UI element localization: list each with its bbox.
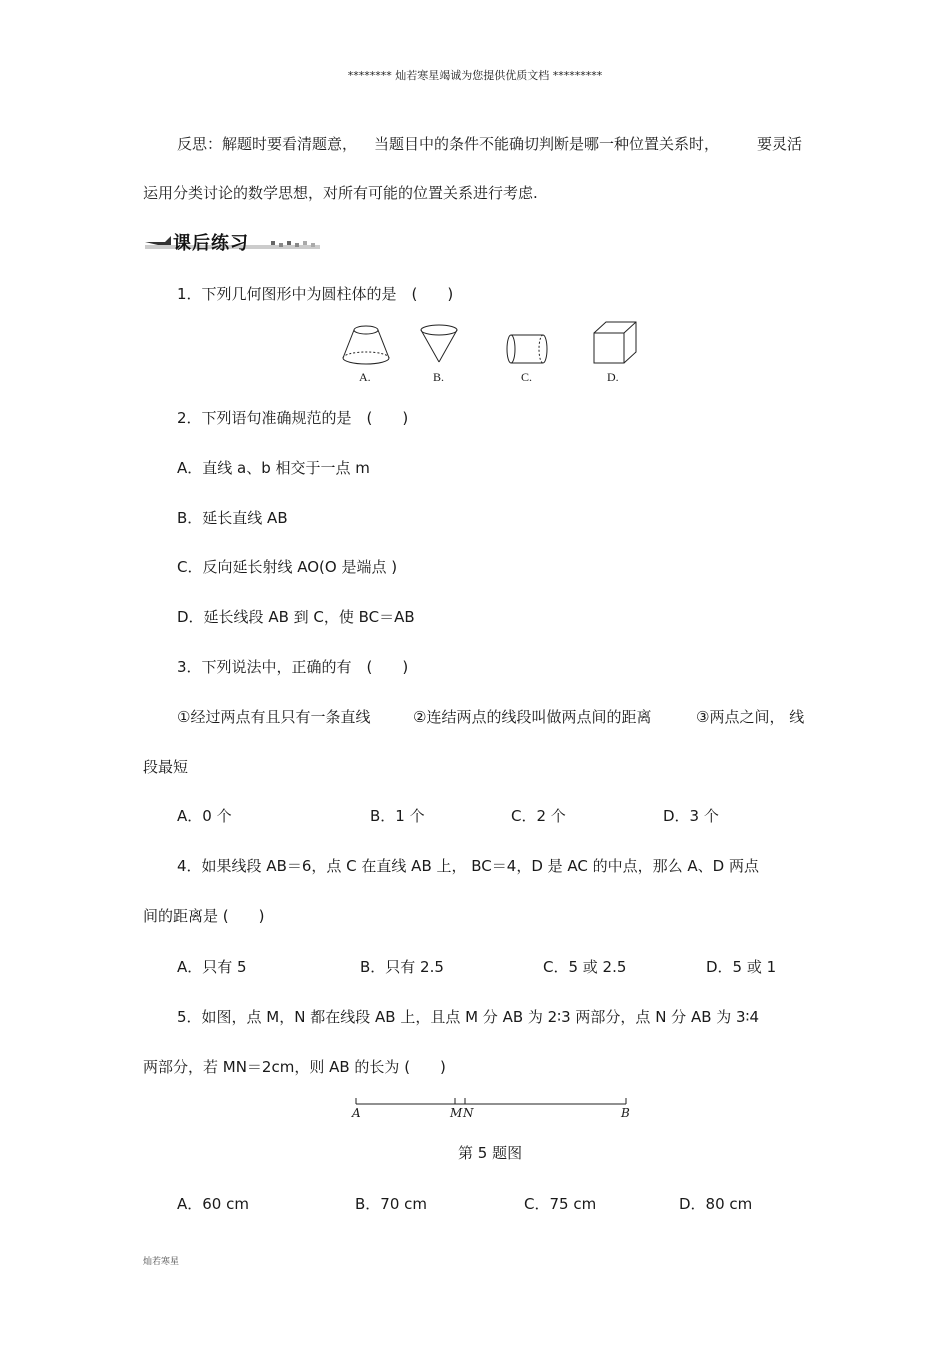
q3-option-a: A．0 个	[177, 807, 232, 825]
q5-figure-caption: 第 5 题图	[458, 1144, 523, 1162]
q2-option-b: B．延长直线 AB	[177, 509, 288, 527]
q1-figure	[332, 318, 644, 386]
q5-line1: 5．如图，点 M，N 都在线段 AB 上，且点 M 分 AB 为 2∶3 两部分，点 N 分 AB 为 3∶4	[177, 1008, 760, 1026]
page-footer: 灿若寒星	[143, 1257, 180, 1267]
reflection-line1-c: 要灵活	[757, 135, 803, 153]
cube-icon	[594, 322, 636, 363]
q4-option-d: D．5 或 1	[706, 958, 777, 976]
q3-statement-cont: 段最短	[143, 758, 189, 776]
point-label-a: A	[352, 1106, 361, 1120]
q1-stem: 1．下列几何图形中为圆柱体的是 ( )	[177, 285, 454, 303]
point-label-n: N	[463, 1106, 474, 1120]
q2-stem: 2．下列语句准确规范的是 ( )	[177, 409, 409, 427]
q4-option-a: A．只有 5	[177, 958, 247, 976]
q5-figure	[348, 1094, 638, 1124]
q3-statement-3: ③两点之间， 线	[696, 708, 805, 726]
reflection-line1-a: 反思：解题时要看清题意，	[177, 135, 358, 153]
reflection-line1-b: 当题目中的条件不能确切判断是哪一种位置关系时，	[374, 135, 720, 153]
q3-statement-1: ①经过两点有且只有一条直线	[177, 708, 371, 726]
point-label-m: M	[450, 1106, 463, 1120]
q5-option-d: D．80 cm	[679, 1195, 753, 1213]
q3-statement-2: ②连结两点的线段叫做两点间的距离	[413, 708, 652, 726]
q5-option-c: C．75 cm	[524, 1195, 597, 1213]
shape-label-c: C.	[521, 370, 533, 384]
shape-label-d: D.	[607, 370, 619, 384]
q2-option-d: D．延长线段 AB 到 C，使 BC＝AB	[177, 608, 415, 626]
cylinder-icon	[507, 335, 547, 363]
q3-option-d: D．3 个	[663, 807, 719, 825]
q3-option-c: C．2 个	[511, 807, 566, 825]
point-label-b: B	[621, 1106, 630, 1120]
reflection-line2: 运用分类讨论的数学思想，对所有可能的位置关系进行考虑.	[143, 184, 538, 202]
q5-option-b: B．70 cm	[355, 1195, 428, 1213]
q4-option-c: C．5 或 2.5	[543, 958, 627, 976]
q4-line2: 间的距离是 ( )	[143, 907, 265, 925]
section-banner	[143, 228, 323, 254]
q2-option-a: A．直线 a、b 相交于一点 m	[177, 459, 370, 477]
cone-icon	[421, 325, 457, 362]
page-header: ******** 灿若寒星竭诚为您提供优质文档 *********	[347, 69, 603, 82]
q2-option-c: C．反向延长射线 AO(O 是端点 )	[177, 558, 398, 576]
shape-label-a: A.	[359, 370, 371, 384]
q4-line1: 4．如果线段 AB＝6，点 C 在直线 AB 上， BC＝4，D 是 AC 的中点，那么 A、D 两点	[177, 857, 759, 875]
shape-label-b: B.	[433, 370, 445, 384]
section-title: 课后练习	[173, 233, 249, 254]
q5-option-a: A．60 cm	[177, 1195, 249, 1213]
q3-option-b: B．1 个	[370, 807, 425, 825]
q4-option-b: B．只有 2.5	[360, 958, 444, 976]
frustum-icon	[343, 326, 389, 364]
q5-line2: 两部分，若 MN＝2cm，则 AB 的长为 ( )	[143, 1058, 446, 1076]
q3-stem: 3．下列说法中，正确的有 ( )	[177, 658, 409, 676]
